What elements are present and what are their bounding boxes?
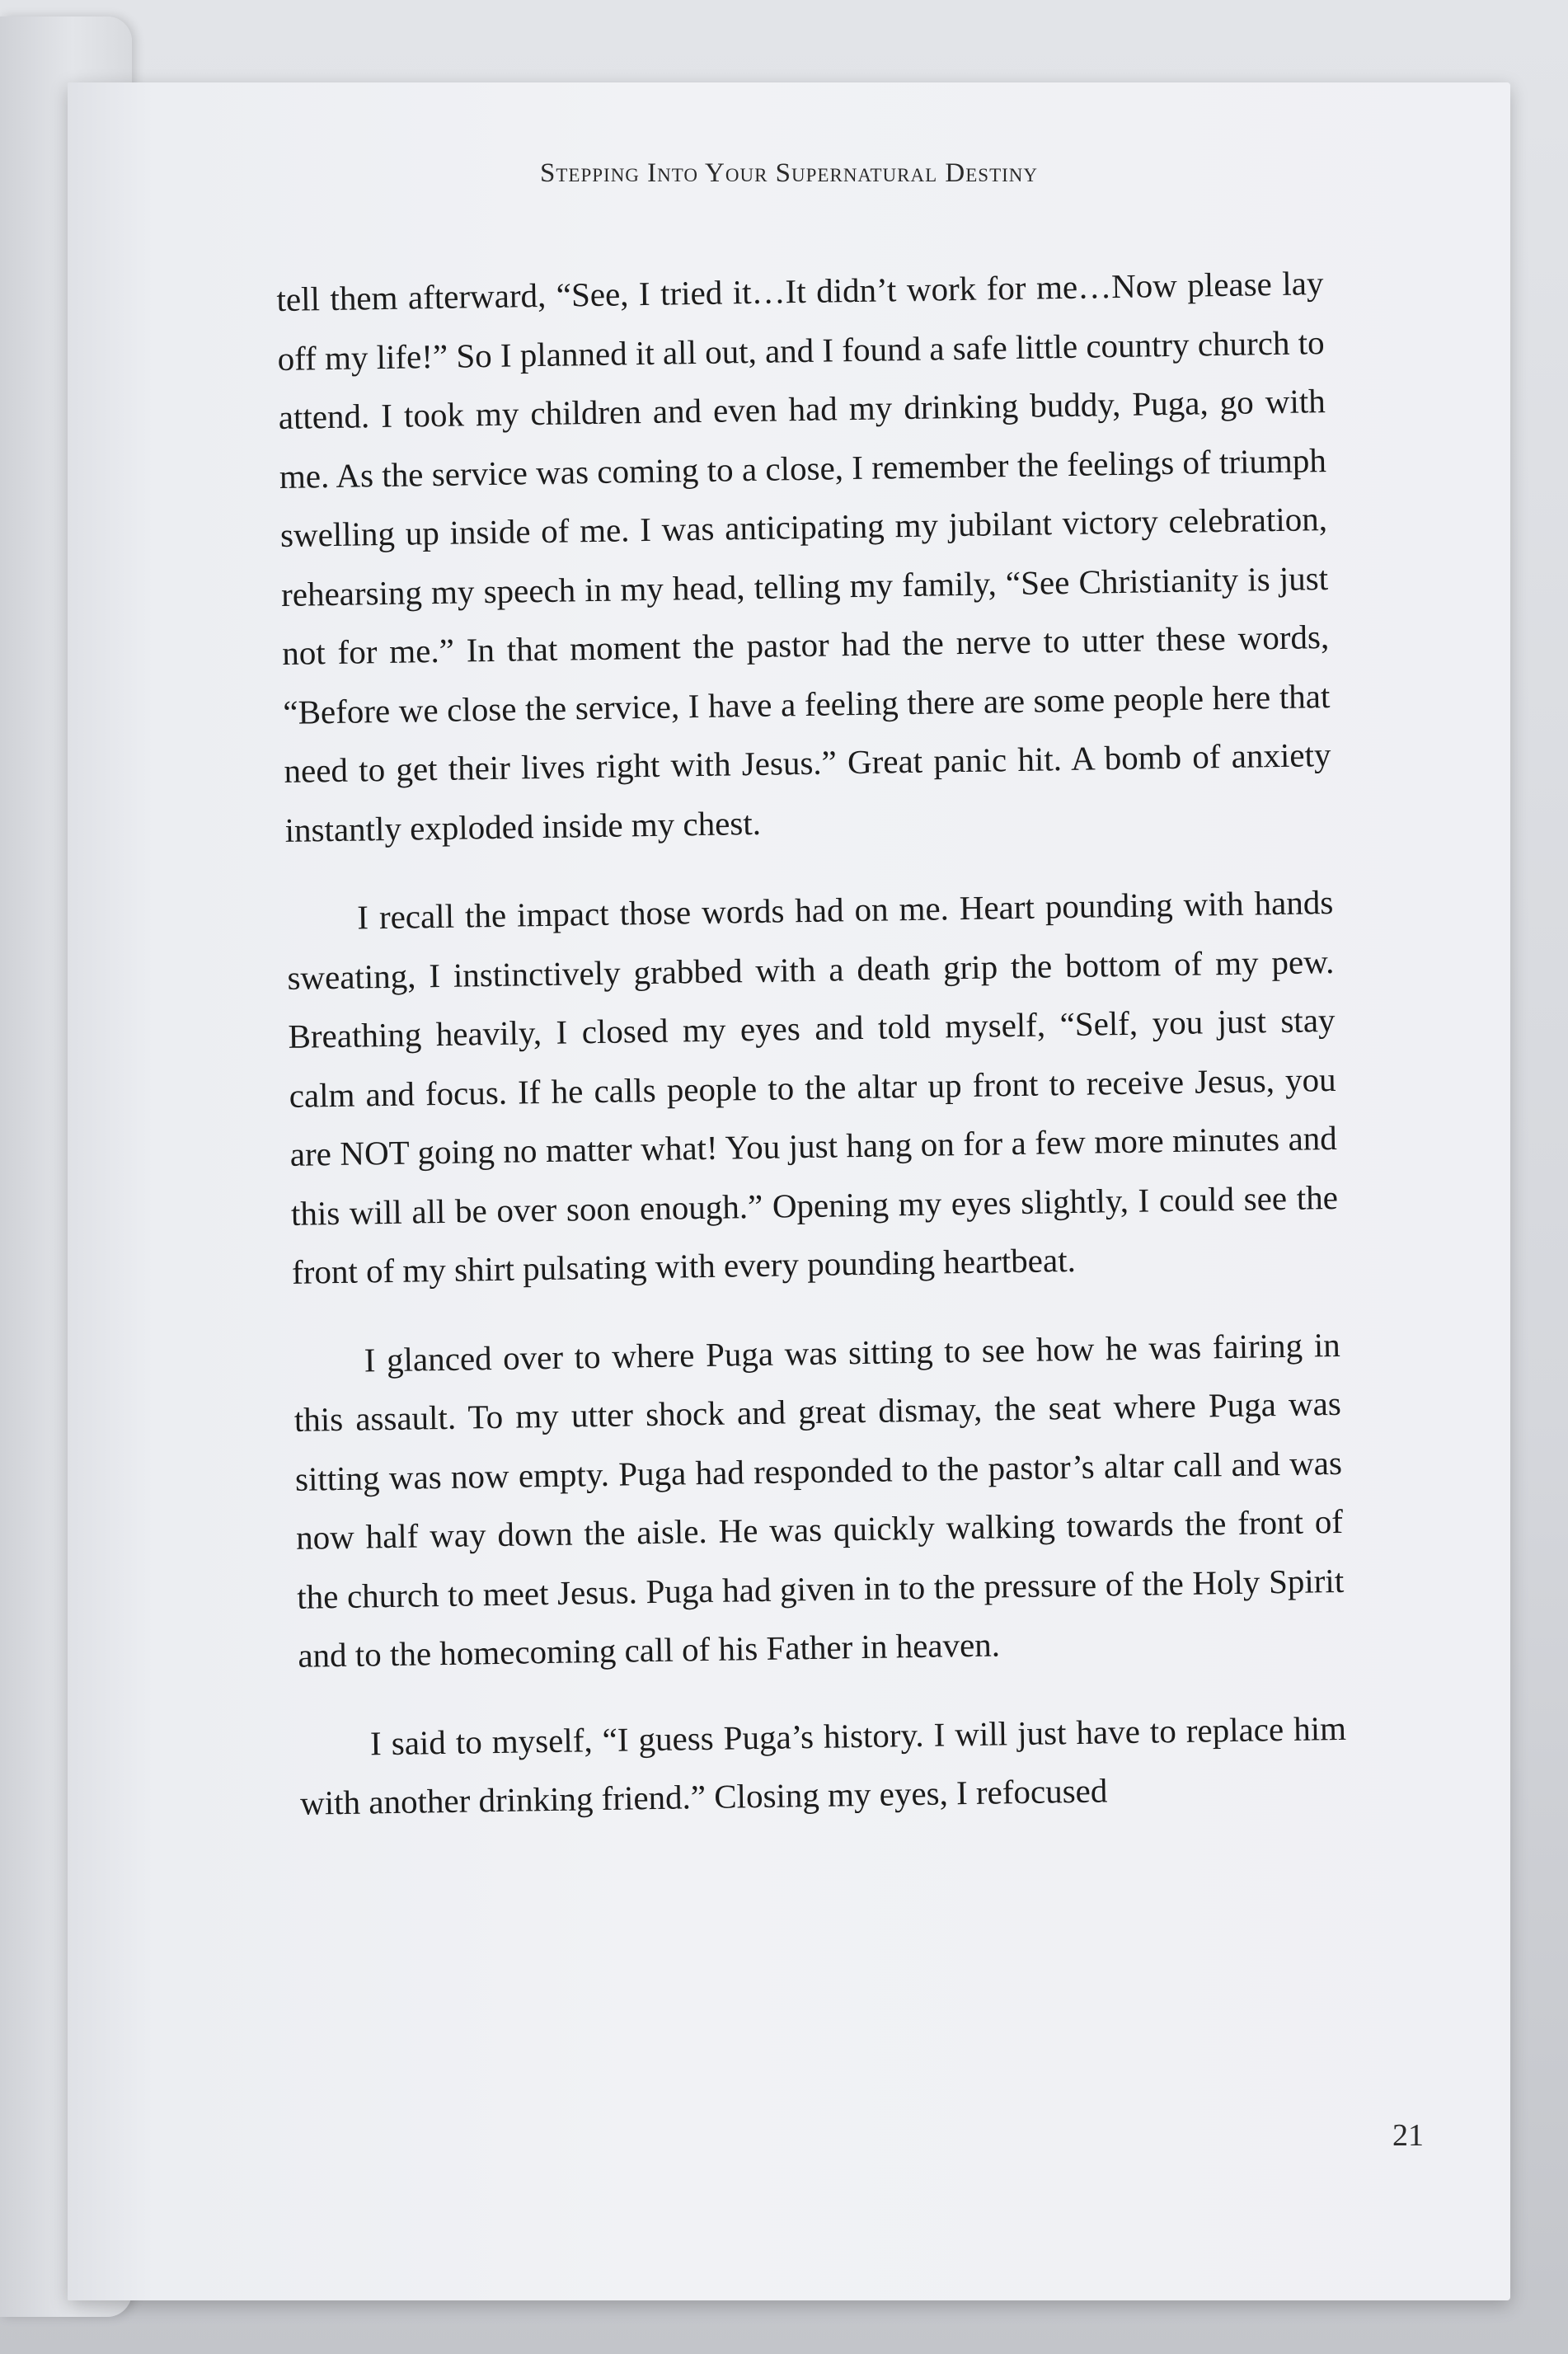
- page-inner: [68, 82, 1510, 2300]
- paragraph-4: I said to myself, “I guess Puga’s history. I will just have to replace him with another drinking friend.” Closing my eyes, I refocused: [299, 1708, 1347, 1822]
- body-text: [276, 254, 1348, 1833]
- paragraph-3: I glanced over to where Puga was sitting to see how he was fairing in this assault. To my utter shock and great dismay, the seat where Puga was sitting was now empty. Puga had responded to the pastor’s altar call and was now half way down the aisle. He was quickly walking towards the front of the church to meet Jesus. Puga had given in to the pressure of the Holy Spirit and to the homecoming call of his Father in heaven.: [293, 1325, 1345, 1675]
- running-head: Stepping Into Your Supernatural Destiny: [540, 158, 1038, 188]
- paragraph-2: I recall the impact those words had on me. Heart pounding with hands sweating, I instinctively grabbed with a death grip the bottom of my pew. Breathing heavily, I closed my eyes and told myself, “Self, you just stay calm and focus. If he calls people to the altar up front to receive Jesus, you are NOT going no matter what! You just hang on for a few more minutes and this will all be over soon enough.” Opening my eyes slightly, I could see the front of my shirt pulsating with every pounding heartbeat.: [287, 882, 1339, 1291]
- page-number: 21: [1392, 2118, 1424, 2153]
- book-page: [68, 82, 1510, 2300]
- paragraph-1: tell them afterward, “See, I tried it…It didn’t work for me…Now please lay off my life!” So I planned it all out, and I found a safe little country church to attend. I took my children and even had my drinking buddy, Puga, go with me. As the service was coming to a close, I remember the feelings of triumph swelling up inside of me. I was anticipating my jubilant victory celebration, rehearsing my speech in my head, telling my family, “See Christianity is just not for me.” In that moment the pastor had the nerve to utter these words, “Before we close the service, I have a feeling there are some people here that need to get their lives right with Jesus.” Great panic hit. A bomb of anxiety instantly exploded inside my chest.: [276, 264, 1331, 849]
